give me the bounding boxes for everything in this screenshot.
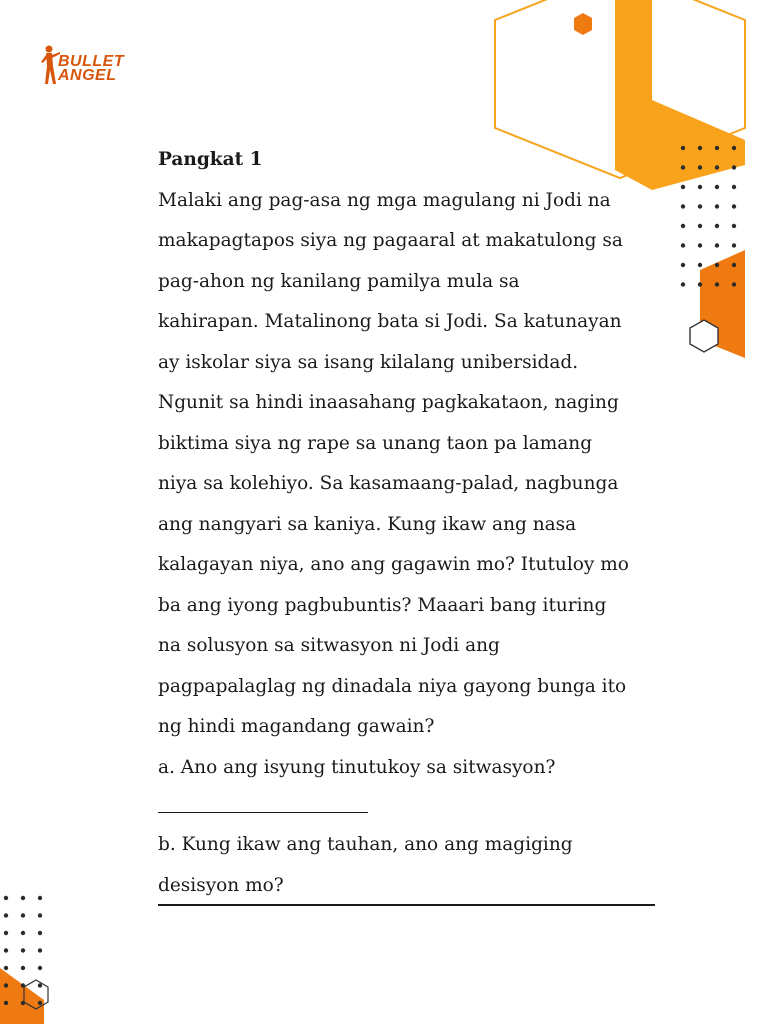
- dot: [681, 185, 685, 189]
- dot: [21, 966, 25, 970]
- dot: [4, 896, 8, 900]
- group-heading: Pangkat 1: [158, 149, 263, 170]
- dot: [732, 243, 736, 247]
- dot: [681, 146, 685, 150]
- dot: [38, 983, 42, 987]
- answer-blank-a[interactable]: [158, 788, 368, 813]
- hexagon-small-outline: [690, 320, 718, 352]
- dot: [715, 165, 719, 169]
- dot: [715, 224, 719, 228]
- dot: [38, 948, 42, 952]
- dot: [715, 243, 719, 247]
- dot: [732, 282, 736, 286]
- bullet-angel-logo: [40, 44, 150, 92]
- dot: [681, 263, 685, 267]
- dot: [681, 204, 685, 208]
- orange-corner-bottom-left: [0, 968, 44, 1024]
- question-b-line-1: b. Kung ikaw ang tauhan, ano ang magiging: [158, 834, 573, 855]
- dot: [681, 282, 685, 286]
- dot: [732, 185, 736, 189]
- paragraph-line: na solusyon sa sitwasyon ni Jodi ang: [158, 635, 500, 656]
- logo-word-angel: ANGEL: [58, 67, 117, 84]
- dot: [715, 146, 719, 150]
- dot: [4, 1001, 8, 1005]
- paragraph-line: kahirapan. Matalinong bata si Jodi. Sa katunayan: [158, 311, 622, 332]
- paragraph-line: niya sa kolehiyo. Sa kasamaang-palad, nagbunga: [158, 473, 619, 494]
- paragraph-line: ba ang iyong pagbubuntis? Maaari bang ituring: [158, 594, 607, 616]
- paragraph-line: ang nangyari sa kaniya. Kung ikaw ang nasa: [158, 513, 577, 535]
- dot: [698, 263, 702, 267]
- dot: [732, 224, 736, 228]
- dot: [38, 896, 42, 900]
- dot: [4, 948, 8, 952]
- paragraph-line: pag-ahon ng kanilang pamilya mula sa: [158, 270, 520, 292]
- hexagon-small-filled: [574, 13, 592, 35]
- dot: [38, 966, 42, 970]
- dot: [698, 243, 702, 247]
- dot: [21, 931, 25, 935]
- dot: [698, 185, 702, 189]
- worksheet-content: [158, 140, 658, 906]
- dot: [681, 224, 685, 228]
- dot: [715, 185, 719, 189]
- dot: [681, 243, 685, 247]
- paragraph-line: makapagtapos siya ng pagaaral at makatulong sa: [158, 230, 623, 251]
- paragraph-line: ng hindi magandang gawain?: [158, 716, 435, 737]
- paragraph-line: Ngunit sa hindi inaasahang pagkakataon, naging: [158, 392, 619, 413]
- logo-word-bullet: BULLET: [58, 53, 125, 70]
- question-b-line-2: desisyon mo?: [158, 874, 284, 896]
- dot: [715, 204, 719, 208]
- dot: [715, 282, 719, 286]
- dot: [732, 204, 736, 208]
- paragraph-line: kalagayan niya, ano ang gagawin mo? Itutuloy mo: [158, 554, 629, 575]
- dot: [4, 913, 8, 917]
- dot: [38, 931, 42, 935]
- paragraph-line: pagpapalaglag ng dinadala niya gayong bunga ito: [158, 675, 627, 697]
- dot: [698, 165, 702, 169]
- paragraph-line: biktima siya ng rape sa unang taon pa lamang: [158, 432, 593, 454]
- dot: [681, 165, 685, 169]
- figure-icon: [40, 44, 60, 92]
- answer-blank-b[interactable]: [158, 904, 655, 906]
- dot: [732, 165, 736, 169]
- paragraph-line: ay iskolar siya sa isang kilalang unibersidad.: [158, 351, 579, 373]
- dot: [21, 948, 25, 952]
- dot: [698, 282, 702, 286]
- scenario-paragraph: [158, 181, 658, 748]
- dot: [4, 983, 8, 987]
- dot: [4, 931, 8, 935]
- dot: [698, 224, 702, 228]
- dot: [732, 263, 736, 267]
- dot: [715, 263, 719, 267]
- dot: [4, 966, 8, 970]
- dot: [21, 913, 25, 917]
- question-a: a. Ano ang isyung tinutukoy sa sitwasyon?: [158, 756, 556, 778]
- dot: [21, 896, 25, 900]
- dot: [732, 146, 736, 150]
- dot: [38, 1001, 42, 1005]
- dot: [38, 913, 42, 917]
- dot: [698, 204, 702, 208]
- dot: [698, 146, 702, 150]
- paragraph-line: Malaki ang pag-asa ng mga magulang ni Jodi na: [158, 189, 611, 211]
